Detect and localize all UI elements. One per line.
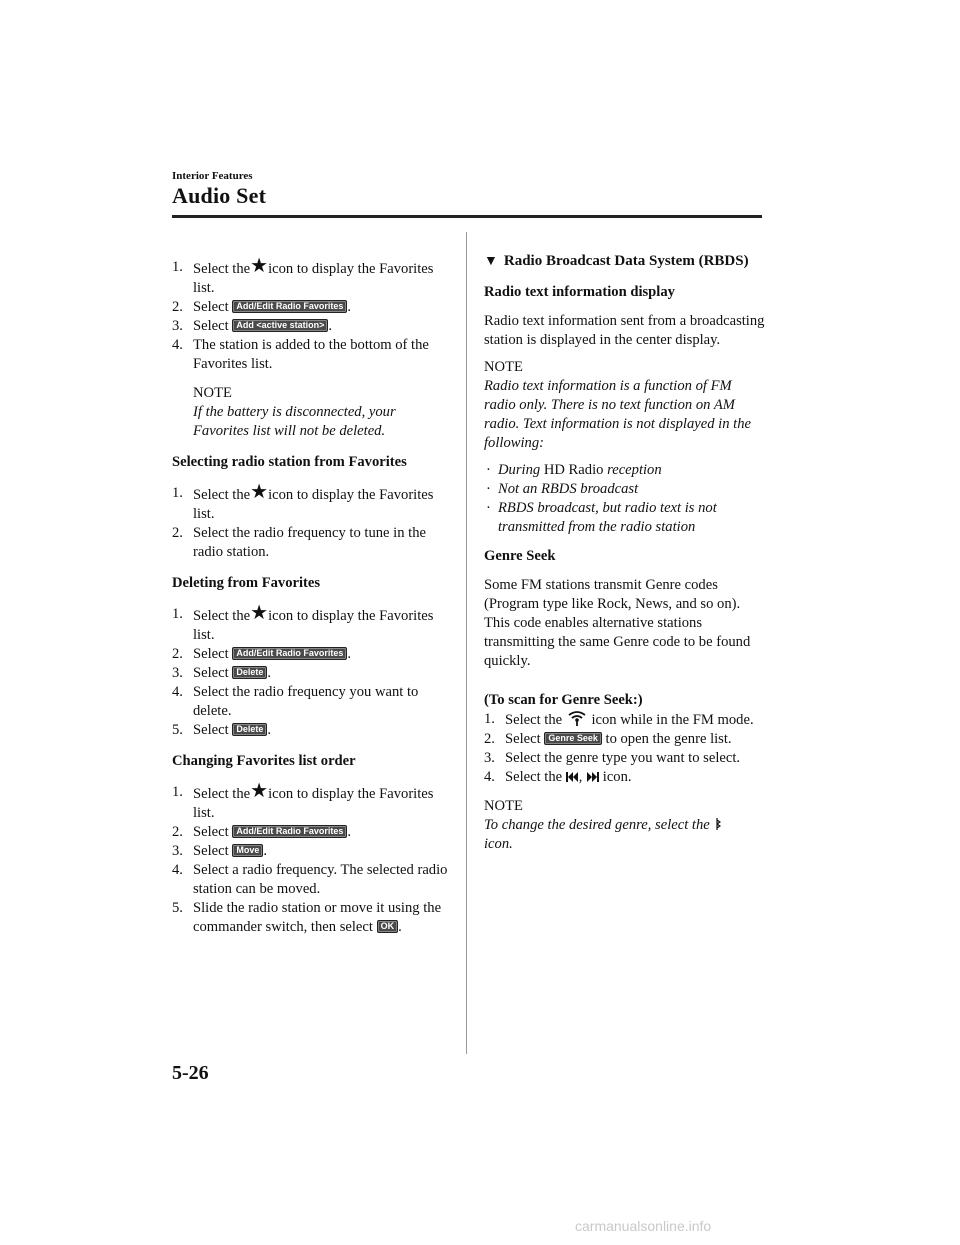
note-text: Radio text information is a function of FM radio only. There is no text function on AM radio. Text information is not displayed in the following: — [484, 378, 752, 451]
delete-step-4: 4. Select the radio frequency you want to delete. — [172, 684, 419, 719]
bullet-item: · Not an RBDS broadcast — [486, 481, 639, 497]
note-label: NOTE — [484, 798, 523, 814]
column-divider — [466, 232, 467, 1054]
changing-heading: Changing Favorites list order — [172, 753, 356, 769]
note-block — [172, 384, 452, 441]
delete-button[interactable]: Delete — [232, 666, 267, 679]
change-step-1: 1. Select the★icon to display the Favorites list. — [172, 780, 434, 821]
watermark: carmanualsonline.info — [575, 1218, 712, 1234]
move-button[interactable]: Move — [232, 844, 263, 857]
add-edit-favorites-button[interactable]: Add/Edit Radio Favorites — [232, 647, 347, 660]
scan-heading: (To scan for Genre Seek:) — [484, 692, 643, 708]
star-icon: ★ — [250, 602, 269, 624]
star-icon: ★ — [250, 481, 269, 503]
note-label: NOTE — [484, 359, 523, 375]
seek-back-icon — [566, 771, 579, 783]
delete-button[interactable]: Delete — [232, 723, 267, 736]
title-rule — [172, 215, 762, 218]
change-step-5: 5. Slide the radio station or move it using the commander switch, then select OK . — [172, 900, 442, 935]
genre-seek-heading: Genre Seek — [484, 548, 556, 564]
bullet-item: · During HD Radio reception — [486, 462, 662, 478]
select-step-1: 1. Select the★icon to display the Favorites list. — [172, 481, 434, 522]
note-text: To change the desired genre, select the icon. — [484, 816, 766, 854]
genre-step-1: 1. Select the icon while in the FM mode. — [484, 711, 754, 728]
page-title: Audio Set — [172, 183, 267, 208]
genre-step-4: 4. Select the , icon. — [484, 769, 632, 785]
add-step-3: 3. Select Add <active station> . — [172, 318, 333, 334]
ok-button[interactable]: OK — [377, 920, 399, 933]
section-marker-icon: ▼ — [484, 254, 498, 269]
change-step-4: 4. Select a radio frequency. The selected radio station can be moved. — [172, 862, 448, 897]
deleting-heading: Deleting from Favorites — [172, 575, 321, 591]
selecting-heading: Selecting radio station from Favorites — [172, 454, 407, 470]
star-icon: ★ — [250, 780, 269, 802]
star-icon: ★ — [250, 255, 269, 277]
genre-seek-body: Some FM stations transmit Genre codes (Program type like Rock, News, and so on). This code enables alternative stations transmitting the same Genre code to be found quickly. — [484, 577, 751, 669]
genre-step-2: 2. Select Genre Seek to open the genre list. — [484, 731, 732, 747]
change-step-3: 3. Select Move . — [172, 843, 267, 859]
radio-scan-icon — [566, 710, 588, 726]
section-label: Interior Features — [172, 170, 253, 182]
page-number: 5-26 — [172, 1062, 209, 1084]
seek-forward-icon — [586, 771, 599, 783]
radio-text-body: Radio text information sent from a broadcasting station is displayed in the center display. — [484, 313, 765, 348]
genre-seek-button[interactable]: Genre Seek — [544, 732, 602, 745]
add-active-station-button[interactable]: Add <active station> — [232, 319, 328, 332]
change-step-2: 2. Select Add/Edit Radio Favorites . — [172, 824, 351, 840]
bullet-item: · RBDS broadcast, but radio text is not transmitted from the radio station — [486, 500, 717, 535]
left-column — [172, 255, 452, 937]
rbds-heading: ▼ Radio Broadcast Data System (RBDS) — [484, 253, 749, 269]
small-cursor-icon — [713, 817, 721, 831]
add-step-4: 4. The station is added to the bottom of the Favorites list. — [172, 337, 429, 372]
add-step-1: 1. Select the★icon to display the Favorites list. — [172, 255, 434, 296]
delete-step-2: 2. Select Add/Edit Radio Favorites . — [172, 646, 351, 662]
right-column — [484, 252, 766, 854]
add-edit-favorites-button[interactable]: Add/Edit Radio Favorites — [232, 300, 347, 313]
radio-text-heading: Radio text information display — [484, 284, 675, 300]
delete-step-3: 3. Select Delete . — [172, 665, 271, 681]
genre-step-3: 3. Select the genre type you want to select. — [484, 750, 741, 766]
note-text: If the battery is disconnected, your Favorites list will not be deleted. — [193, 404, 396, 439]
delete-step-1: 1. Select the★icon to display the Favorites list. — [172, 602, 434, 643]
add-edit-favorites-button[interactable]: Add/Edit Radio Favorites — [232, 825, 347, 838]
select-step-2: 2. Select the radio frequency to tune in the radio station. — [172, 525, 427, 560]
delete-step-5: 5. Select Delete . — [172, 722, 271, 738]
add-step-2: 2. Select Add/Edit Radio Favorites . — [172, 299, 351, 315]
note-label: NOTE — [193, 385, 232, 401]
